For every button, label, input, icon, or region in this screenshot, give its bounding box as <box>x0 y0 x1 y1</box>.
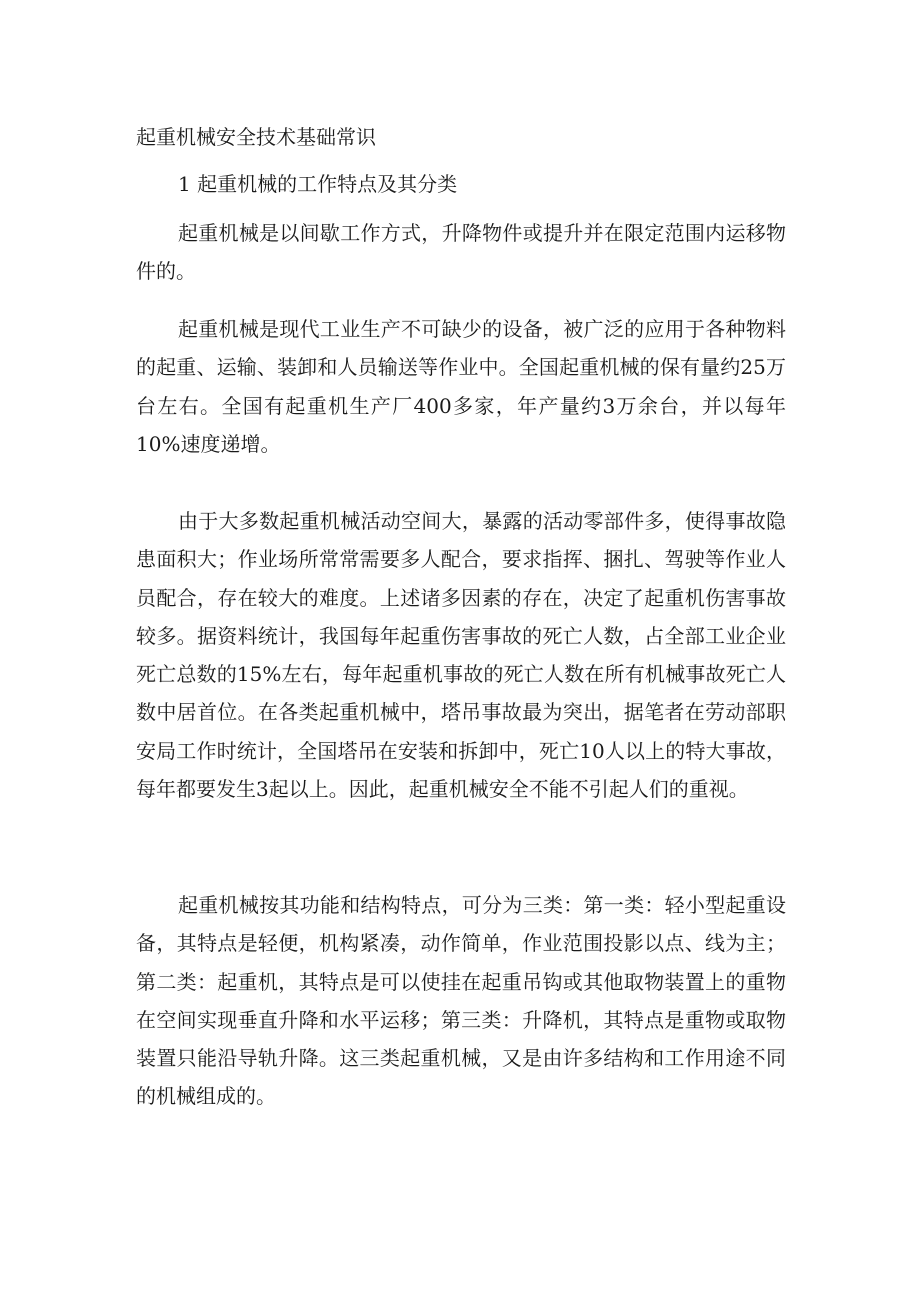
paragraph-definition: 起重机械是以间歇工作方式，升降物件或提升并在限定范围内运移物件的。 <box>136 221 786 284</box>
document-title: 起重机械安全技术基础常识 <box>136 125 376 149</box>
paragraph-usage-statistics: 起重机械是现代工业生产不可缺少的设备，被广泛的应用于各种物料的起重、运输、装卸和人员输送等作业中。全国起重机械的保有量约25万台左右。全国有起重机生产厂400多家，年产量约3万余台，并以每年10%速度递增。 <box>136 317 786 456</box>
paragraph-accident-analysis: 由于大多数起重机械活动空间大，暴露的活动零部件多，使得事故隐患面积大；作业场所常常需要多人配合，要求指挥、捆扎、驾驶等作业人员配合，存在较大的难度。上述诸多因素的存在，决定了起重机伤害事故较多。据资料统计，我国每年起重伤害事故的死亡人数，占全部工业企业死亡总数的15%左右，每年起重机事故的死亡人数在所有机械事故死亡人数中居首位。在各类起重机械中，塔吊事故最为突出，据笔者在劳动部职安局工作时统计，全国塔吊在安装和拆卸中，死亡10人以上的特大事故，每年都要发生3起以上。因此，起重机械安全不能不引起人们的重视。 <box>136 509 786 802</box>
section-heading: 1 起重机械的工作特点及其分类 <box>178 172 458 196</box>
paragraph-classification: 起重机械按其功能和结构特点，可分为三类：第一类：轻小型起重设备，其特点是轻便，机构紧凑，动作简单，作业范围投影以点、线为主；第二类：起重机，其特点是可以使挂在起重吊钩或其他取物装置上的重物在空间实现垂直升降和水平运移；第三类：升降机，其特点是重物或取物装置只能沿导轨升降。这三类起重机械，又是由许多结构和工作用途不同的机械组成的。 <box>136 893 786 1109</box>
